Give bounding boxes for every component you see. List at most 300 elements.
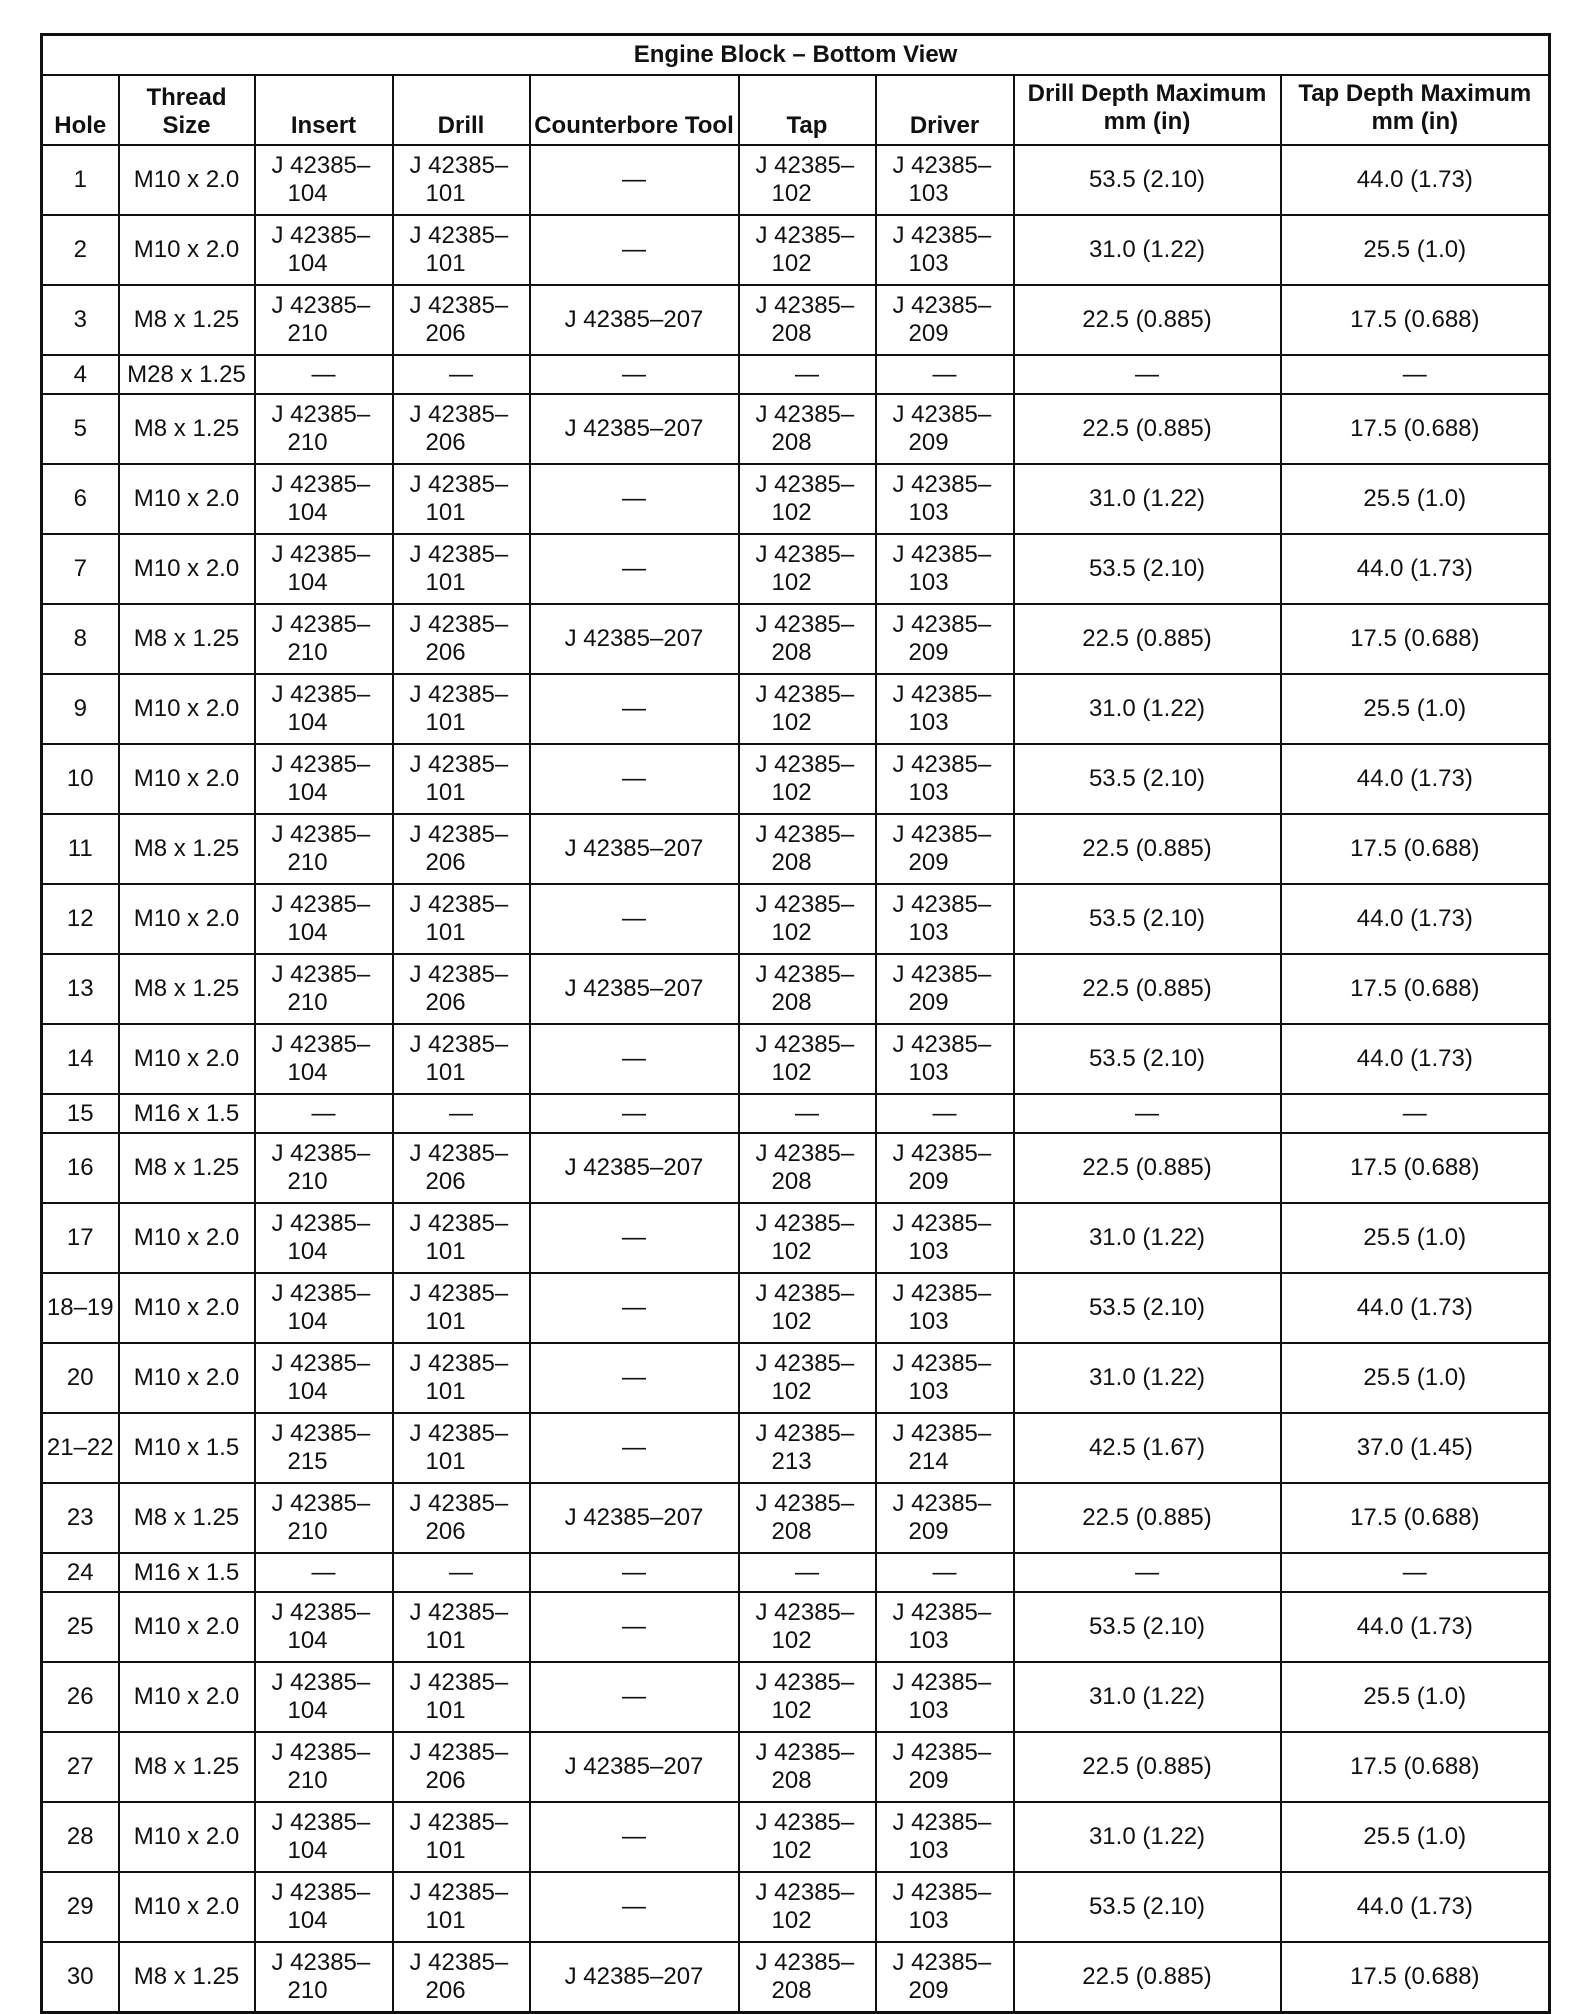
counterbore-cell: J 42385–207 [530, 394, 739, 464]
tap-cell-line: J 42385– [755, 611, 855, 638]
tap-depth-cell: 17.5 (0.688) [1281, 1133, 1550, 1203]
thread-size-cell: M8 x 1.25 [119, 1942, 255, 2013]
drill-depth-cell: 53.5 (2.10) [1014, 534, 1281, 604]
tap-cell [739, 464, 876, 534]
header-insert: Insert [255, 75, 393, 145]
insert-cell [255, 1413, 393, 1483]
tap-cell-line: J 42385– [755, 222, 855, 249]
driver-cell-line: 103 [908, 1308, 949, 1335]
driver-cell [876, 744, 1014, 814]
thread-size-cell: M8 x 1.25 [119, 1732, 255, 1802]
drill-depth-cell: 53.5 (2.10) [1014, 1592, 1281, 1662]
tap-cell-line: 208 [771, 320, 812, 347]
drill-cell-line: 206 [425, 1518, 466, 1545]
drill-depth-cell: 22.5 (0.885) [1014, 954, 1281, 1024]
drill-cell [393, 604, 530, 674]
drill-cell [393, 1732, 530, 1802]
tap-cell [739, 1343, 876, 1413]
tap-cell-line: J 42385– [755, 891, 855, 918]
insert-cell [255, 394, 393, 464]
drill-cell [393, 1872, 530, 1942]
counterbore-cell: — [530, 1203, 739, 1273]
tap-cell-line: J 42385– [755, 1490, 855, 1517]
table-row [42, 1592, 1550, 1662]
driver-cell-line: J 42385– [892, 891, 992, 918]
drill-depth-cell: 31.0 (1.22) [1014, 674, 1281, 744]
insert-cell-line: 104 [287, 250, 328, 277]
driver-cell [876, 1732, 1014, 1802]
driver-cell-line: J 42385– [892, 222, 992, 249]
drill-cell [393, 215, 530, 285]
counterbore-cell: — [530, 355, 739, 394]
thread-size-cell: M10 x 1.5 [119, 1413, 255, 1483]
insert-cell: — [255, 355, 393, 394]
insert-cell-line: 215 [287, 1448, 328, 1475]
driver-cell [876, 215, 1014, 285]
drill-cell [393, 884, 530, 954]
table-row [42, 1024, 1550, 1094]
table-row [42, 1802, 1550, 1872]
driver-cell [876, 394, 1014, 464]
insert-cell-line: 104 [287, 1907, 328, 1934]
counterbore-cell: — [530, 534, 739, 604]
tap-cell [739, 1942, 876, 2013]
driver-cell [876, 1592, 1014, 1662]
table-row [42, 534, 1550, 604]
counterbore-cell: — [530, 1662, 739, 1732]
tap-cell-line: 102 [771, 919, 812, 946]
tap-depth-cell: 44.0 (1.73) [1281, 1024, 1550, 1094]
counterbore-cell: — [530, 1553, 739, 1592]
tap-cell [739, 1802, 876, 1872]
tap-cell [739, 674, 876, 744]
driver-cell [876, 1802, 1014, 1872]
drill-cell: — [393, 1094, 530, 1133]
tap-cell [739, 145, 876, 215]
insert-cell-line: J 42385– [271, 1280, 371, 1307]
drill-cell-line: J 42385– [409, 1210, 509, 1237]
driver-cell-line: 103 [908, 1059, 949, 1086]
insert-cell [255, 1024, 393, 1094]
tap-cell-line: J 42385– [755, 681, 855, 708]
tap-cell-line: 208 [771, 1518, 812, 1545]
counterbore-cell: — [530, 1094, 739, 1133]
drill-cell-line: J 42385– [409, 1350, 509, 1377]
drill-cell-line: J 42385– [409, 1140, 509, 1167]
insert-cell-line: J 42385– [271, 611, 371, 638]
drill-cell-line: 101 [425, 1308, 466, 1335]
insert-cell-line: J 42385– [271, 821, 371, 848]
drill-cell-line: 206 [425, 429, 466, 456]
hole-cell: 17 [42, 1203, 119, 1273]
header-thread-size: Thread Size [119, 75, 255, 145]
insert-cell-line: J 42385– [271, 1879, 371, 1906]
thread-size-cell: M10 x 2.0 [119, 1592, 255, 1662]
driver-cell-line: 103 [908, 779, 949, 806]
insert-cell [255, 1203, 393, 1273]
drill-cell [393, 534, 530, 604]
thread-size-cell: M10 x 2.0 [119, 1273, 255, 1343]
counterbore-cell: — [530, 145, 739, 215]
tap-cell-line: J 42385– [755, 1809, 855, 1836]
insert-cell-line: J 42385– [271, 1350, 371, 1377]
drill-cell-line: 101 [425, 779, 466, 806]
tap-cell [739, 604, 876, 674]
driver-cell-line: J 42385– [892, 1140, 992, 1167]
drill-cell [393, 1413, 530, 1483]
tap-cell [739, 744, 876, 814]
drill-cell-line: J 42385– [409, 751, 509, 778]
table-title: Engine Block – Bottom View [42, 35, 1550, 76]
counterbore-cell: — [530, 884, 739, 954]
insert-cell [255, 215, 393, 285]
insert-cell-line: J 42385– [271, 1739, 371, 1766]
hole-cell: 21–22 [42, 1413, 119, 1483]
hole-cell: 29 [42, 1872, 119, 1942]
counterbore-cell: — [530, 674, 739, 744]
drill-depth-cell: 31.0 (1.22) [1014, 1662, 1281, 1732]
insert-cell-line: 104 [287, 1059, 328, 1086]
table-row [42, 1662, 1550, 1732]
tap-cell-line: 208 [771, 1977, 812, 2004]
drill-cell-line: J 42385– [409, 1669, 509, 1696]
insert-cell [255, 1942, 393, 2013]
driver-cell [876, 1483, 1014, 1553]
driver-cell-line: J 42385– [892, 821, 992, 848]
thread-size-cell: M10 x 2.0 [119, 1872, 255, 1942]
tap-cell [739, 884, 876, 954]
table-row [42, 1343, 1550, 1413]
tap-cell-line: 102 [771, 1238, 812, 1265]
tap-cell-line: 102 [771, 1907, 812, 1934]
hole-cell: 5 [42, 394, 119, 464]
thread-size-cell: M8 x 1.25 [119, 394, 255, 464]
tap-cell-line: J 42385– [755, 292, 855, 319]
driver-cell-line: J 42385– [892, 1280, 992, 1307]
drill-cell-line: 101 [425, 1627, 466, 1654]
tap-cell-line: J 42385– [755, 1031, 855, 1058]
tap-cell-line: J 42385– [755, 1350, 855, 1377]
driver-cell-line: 209 [908, 320, 949, 347]
drill-depth-cell: 53.5 (2.10) [1014, 884, 1281, 954]
insert-cell-line: 104 [287, 1378, 328, 1405]
header-hole: Hole [42, 75, 119, 145]
insert-cell-line: 104 [287, 1837, 328, 1864]
thread-size-cell: M10 x 2.0 [119, 1343, 255, 1413]
driver-cell-line: 209 [908, 1977, 949, 2004]
engine-block-table [40, 33, 1551, 2014]
driver-cell [876, 1024, 1014, 1094]
counterbore-cell: J 42385–207 [530, 285, 739, 355]
tap-cell-line: 102 [771, 1059, 812, 1086]
hole-cell: 18–19 [42, 1273, 119, 1343]
insert-cell-line: J 42385– [271, 471, 371, 498]
driver-cell [876, 1413, 1014, 1483]
tap-cell-line: J 42385– [755, 821, 855, 848]
insert-cell [255, 1662, 393, 1732]
counterbore-cell: J 42385–207 [530, 1942, 739, 2013]
drill-depth-cell: 53.5 (2.10) [1014, 744, 1281, 814]
driver-cell [876, 604, 1014, 674]
driver-cell-line: J 42385– [892, 152, 992, 179]
drill-depth-cell: 42.5 (1.67) [1014, 1413, 1281, 1483]
tap-depth-cell: — [1281, 355, 1550, 394]
drill-cell-line: J 42385– [409, 1280, 509, 1307]
drill-cell [393, 464, 530, 534]
drill-depth-cell: 31.0 (1.22) [1014, 464, 1281, 534]
drill-cell-line: 206 [425, 1168, 466, 1195]
insert-cell [255, 1592, 393, 1662]
driver-cell [876, 1343, 1014, 1413]
driver-cell-line: J 42385– [892, 1599, 992, 1626]
drill-cell [393, 674, 530, 744]
hole-cell: 15 [42, 1094, 119, 1133]
drill-cell [393, 954, 530, 1024]
tap-depth-cell: 25.5 (1.0) [1281, 1343, 1550, 1413]
hole-cell: 1 [42, 145, 119, 215]
driver-cell [876, 534, 1014, 604]
hole-cell: 13 [42, 954, 119, 1024]
drill-depth-cell: 53.5 (2.10) [1014, 1024, 1281, 1094]
table-row [42, 814, 1550, 884]
thread-size-cell: M10 x 2.0 [119, 145, 255, 215]
hole-cell: 9 [42, 674, 119, 744]
drill-cell-line: 206 [425, 320, 466, 347]
drill-cell-line: 101 [425, 1448, 466, 1475]
driver-cell-line: 103 [908, 1837, 949, 1864]
tap-cell-line: 102 [771, 499, 812, 526]
thread-size-cell: M8 x 1.25 [119, 814, 255, 884]
tap-cell [739, 954, 876, 1024]
driver-cell-line: J 42385– [892, 471, 992, 498]
header-drill: Drill [393, 75, 530, 145]
tap-depth-cell: 17.5 (0.688) [1281, 1732, 1550, 1802]
thread-size-cell: M10 x 2.0 [119, 1802, 255, 1872]
counterbore-cell: J 42385–207 [530, 1483, 739, 1553]
tap-cell-line: J 42385– [755, 471, 855, 498]
insert-cell-line: J 42385– [271, 152, 371, 179]
counterbore-cell: — [530, 1802, 739, 1872]
insert-cell [255, 744, 393, 814]
drill-cell-line: J 42385– [409, 961, 509, 988]
table-row [42, 145, 1550, 215]
driver-cell-line: 103 [908, 1238, 949, 1265]
counterbore-cell: J 42385–207 [530, 604, 739, 674]
tap-cell-line: 102 [771, 1697, 812, 1724]
tap-depth-cell: — [1281, 1553, 1550, 1592]
driver-cell-line: J 42385– [892, 1350, 992, 1377]
driver-cell-line: J 42385– [892, 751, 992, 778]
drill-depth-cell: 22.5 (0.885) [1014, 285, 1281, 355]
drill-depth-cell: 22.5 (0.885) [1014, 1732, 1281, 1802]
drill-cell-line: 101 [425, 499, 466, 526]
insert-cell-line: 104 [287, 1308, 328, 1335]
driver-cell-line: J 42385– [892, 1879, 992, 1906]
counterbore-cell: — [530, 1872, 739, 1942]
insert-cell [255, 145, 393, 215]
hole-cell: 11 [42, 814, 119, 884]
drill-depth-cell: 22.5 (0.885) [1014, 1483, 1281, 1553]
tap-cell-line: 102 [771, 709, 812, 736]
drill-cell-line: 101 [425, 1837, 466, 1864]
tap-cell-line: J 42385– [755, 1420, 855, 1447]
insert-cell-line: J 42385– [271, 961, 371, 988]
drill-cell-line: 101 [425, 1697, 466, 1724]
hole-cell: 26 [42, 1662, 119, 1732]
insert-cell-line: 104 [287, 1627, 328, 1654]
insert-cell-line: 210 [287, 849, 328, 876]
thread-size-cell: M10 x 2.0 [119, 1024, 255, 1094]
tap-depth-cell: 25.5 (1.0) [1281, 1203, 1550, 1273]
drill-cell [393, 1662, 530, 1732]
counterbore-cell: J 42385–207 [530, 1732, 739, 1802]
insert-cell-line: J 42385– [271, 401, 371, 428]
drill-cell-line: 101 [425, 1378, 466, 1405]
insert-cell-line: 210 [287, 989, 328, 1016]
hole-cell: 27 [42, 1732, 119, 1802]
drill-cell [393, 394, 530, 464]
counterbore-cell: — [530, 1413, 739, 1483]
insert-cell-line: 104 [287, 1238, 328, 1265]
insert-cell-line: 104 [287, 499, 328, 526]
tap-depth-cell: 44.0 (1.73) [1281, 1273, 1550, 1343]
insert-cell [255, 604, 393, 674]
counterbore-cell: — [530, 744, 739, 814]
tap-depth-cell: 44.0 (1.73) [1281, 1592, 1550, 1662]
drill-cell-line: 101 [425, 709, 466, 736]
drill-depth-cell: — [1014, 1094, 1281, 1133]
drill-cell [393, 1203, 530, 1273]
hole-cell: 24 [42, 1553, 119, 1592]
table-row [42, 1553, 1550, 1592]
drill-cell-line: J 42385– [409, 821, 509, 848]
tap-depth-cell: 25.5 (1.0) [1281, 1802, 1550, 1872]
drill-cell-line: 101 [425, 1238, 466, 1265]
tap-cell [739, 1662, 876, 1732]
hole-cell: 4 [42, 355, 119, 394]
insert-cell [255, 1343, 393, 1413]
tap-cell [739, 1592, 876, 1662]
insert-cell-line: J 42385– [271, 1140, 371, 1167]
table-row [42, 744, 1550, 814]
counterbore-cell: J 42385–207 [530, 1133, 739, 1203]
table-row [42, 215, 1550, 285]
tap-cell-line: J 42385– [755, 401, 855, 428]
tap-cell: — [739, 1094, 876, 1133]
tap-cell: — [739, 355, 876, 394]
drill-cell-line: J 42385– [409, 152, 509, 179]
driver-cell-line: J 42385– [892, 681, 992, 708]
tap-cell-line: J 42385– [755, 152, 855, 179]
drill-cell-line: J 42385– [409, 1949, 509, 1976]
tap-cell [739, 1413, 876, 1483]
drill-cell [393, 1024, 530, 1094]
driver-cell-line: J 42385– [892, 541, 992, 568]
insert-cell-line: J 42385– [271, 1949, 371, 1976]
thread-size-cell: M10 x 2.0 [119, 464, 255, 534]
thread-size-cell: M10 x 2.0 [119, 1203, 255, 1273]
table-row [42, 1273, 1550, 1343]
insert-cell-line: J 42385– [271, 751, 371, 778]
thread-size-cell: M10 x 2.0 [119, 884, 255, 954]
table-row [42, 884, 1550, 954]
drill-cell [393, 1273, 530, 1343]
drill-cell [393, 1133, 530, 1203]
tap-cell-line: 102 [771, 1308, 812, 1335]
driver-cell-line: J 42385– [892, 1031, 992, 1058]
insert-cell-line: J 42385– [271, 891, 371, 918]
tap-depth-cell: 17.5 (0.688) [1281, 604, 1550, 674]
driver-cell-line: J 42385– [892, 1809, 992, 1836]
insert-cell-line: 210 [287, 1767, 328, 1794]
drill-cell-line: J 42385– [409, 891, 509, 918]
tap-cell-line: J 42385– [755, 1949, 855, 1976]
insert-cell [255, 814, 393, 884]
thread-size-cell: M8 x 1.25 [119, 1483, 255, 1553]
tap-cell [739, 394, 876, 464]
driver-cell-line: 103 [908, 569, 949, 596]
insert-cell [255, 1273, 393, 1343]
drill-cell [393, 145, 530, 215]
counterbore-cell: J 42385–207 [530, 954, 739, 1024]
driver-cell: — [876, 1553, 1014, 1592]
drill-cell-line: 101 [425, 919, 466, 946]
drill-cell-line: J 42385– [409, 471, 509, 498]
insert-cell-line: 210 [287, 1518, 328, 1545]
insert-cell [255, 1872, 393, 1942]
driver-cell [876, 145, 1014, 215]
tap-cell-line: 102 [771, 1837, 812, 1864]
driver-cell [876, 884, 1014, 954]
insert-cell-line: 210 [287, 1168, 328, 1195]
counterbore-cell: — [530, 1273, 739, 1343]
tap-cell-line: J 42385– [755, 1280, 855, 1307]
insert-cell [255, 285, 393, 355]
driver-cell-line: 209 [908, 989, 949, 1016]
insert-cell-line: 104 [287, 709, 328, 736]
hole-cell: 2 [42, 215, 119, 285]
driver-cell-line: 103 [908, 180, 949, 207]
counterbore-cell: — [530, 1343, 739, 1413]
drill-depth-cell: 31.0 (1.22) [1014, 1802, 1281, 1872]
drill-cell-line: J 42385– [409, 1599, 509, 1626]
insert-cell [255, 464, 393, 534]
tap-cell-line: J 42385– [755, 1599, 855, 1626]
counterbore-cell: J 42385–207 [530, 814, 739, 884]
drill-cell-line: 206 [425, 849, 466, 876]
tap-depth-cell: 44.0 (1.73) [1281, 145, 1550, 215]
driver-cell [876, 1273, 1014, 1343]
drill-cell [393, 744, 530, 814]
insert-cell-line: 210 [287, 429, 328, 456]
drill-depth-cell: 53.5 (2.10) [1014, 1872, 1281, 1942]
insert-cell-line: J 42385– [271, 681, 371, 708]
header-tap: Tap [739, 75, 876, 145]
driver-cell-line: 209 [908, 1518, 949, 1545]
thread-size-cell: M8 x 1.25 [119, 604, 255, 674]
tap-cell [739, 1273, 876, 1343]
insert-cell [255, 884, 393, 954]
table-row [42, 1094, 1550, 1133]
drill-cell-line: J 42385– [409, 681, 509, 708]
thread-size-cell: M10 x 2.0 [119, 674, 255, 744]
hole-cell: 14 [42, 1024, 119, 1094]
driver-cell-line: 214 [908, 1448, 949, 1475]
counterbore-cell: — [530, 464, 739, 534]
insert-cell-line: J 42385– [271, 1669, 371, 1696]
tap-depth-cell: 44.0 (1.73) [1281, 1872, 1550, 1942]
tap-cell-line: 208 [771, 989, 812, 1016]
